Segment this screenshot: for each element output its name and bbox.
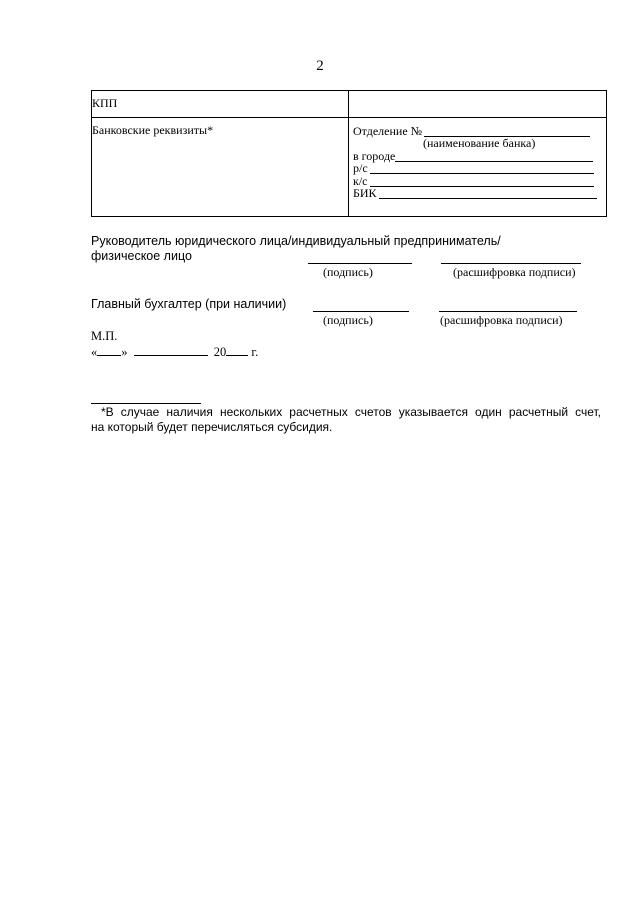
date-month-blank bbox=[134, 345, 208, 356]
bik-line bbox=[353, 187, 606, 200]
footnote-separator bbox=[91, 403, 201, 404]
corr-account-line bbox=[353, 174, 606, 187]
date-day-blank bbox=[97, 345, 121, 356]
branch-line bbox=[353, 124, 606, 137]
head-decoding-line bbox=[441, 262, 581, 264]
footnote-line1: *В случае наличия нескольких расчетных счетов указывается один расчетный счет, bbox=[101, 405, 601, 419]
head-signature-line bbox=[308, 262, 412, 264]
accountant-decoding-line bbox=[439, 310, 577, 312]
bank-value-cell bbox=[349, 118, 607, 217]
head-title-line1: Руководитель юридического лица/индивидуальный предприниматель/ bbox=[91, 234, 501, 248]
kpp-row bbox=[92, 91, 607, 118]
date-line bbox=[91, 345, 258, 360]
corr-account-label: к/с bbox=[353, 173, 368, 188]
account-line bbox=[353, 162, 606, 175]
branch-blank bbox=[424, 126, 590, 137]
bank-row bbox=[92, 118, 607, 217]
kpp-label: КПП bbox=[92, 96, 118, 110]
bank-label-cell bbox=[92, 118, 349, 217]
date-close-quote: » bbox=[121, 345, 128, 359]
corr-account-blank bbox=[370, 176, 594, 187]
account-label: р/с bbox=[353, 161, 368, 175]
bik-label: БИК bbox=[353, 186, 377, 200]
head-signature-caption: (подпись) bbox=[323, 265, 373, 279]
date-year-blank bbox=[226, 345, 248, 356]
accountant-label: Главный бухгалтер (при наличии) bbox=[91, 297, 287, 311]
bank-details-list bbox=[353, 124, 606, 199]
accountant-signature-line bbox=[313, 310, 409, 312]
bank-name-caption: (наименование банка) bbox=[423, 135, 536, 150]
head-title-line2: физическое лицо bbox=[91, 249, 192, 263]
footnote-line2: на который будет перечисляться субсидия. bbox=[91, 420, 333, 434]
branch-label: Отделение № bbox=[353, 123, 423, 138]
account-blank bbox=[370, 163, 594, 174]
footnote bbox=[91, 405, 601, 435]
requisites-table bbox=[91, 90, 607, 217]
city-label: в городе bbox=[353, 148, 396, 163]
bank-details-label: Банковские реквизиты* bbox=[92, 123, 214, 137]
city-blank bbox=[395, 151, 593, 162]
bik-blank bbox=[379, 188, 597, 199]
date-year-suffix: г. bbox=[251, 345, 259, 359]
stamp-label: М.П. bbox=[91, 329, 118, 343]
head-decoding-caption: (расшифровка подписи) bbox=[453, 265, 576, 279]
date-year-prefix: 20 bbox=[213, 345, 227, 359]
kpp-value-cell bbox=[349, 91, 607, 118]
accountant-signature-caption: (подпись) bbox=[323, 313, 373, 327]
kpp-label-cell bbox=[92, 91, 349, 118]
date-open-quote: « bbox=[91, 345, 98, 359]
city-line bbox=[353, 149, 606, 162]
accountant-decoding-caption: (расшифровка подписи) bbox=[440, 313, 563, 327]
page-number: 2 bbox=[316, 58, 324, 74]
